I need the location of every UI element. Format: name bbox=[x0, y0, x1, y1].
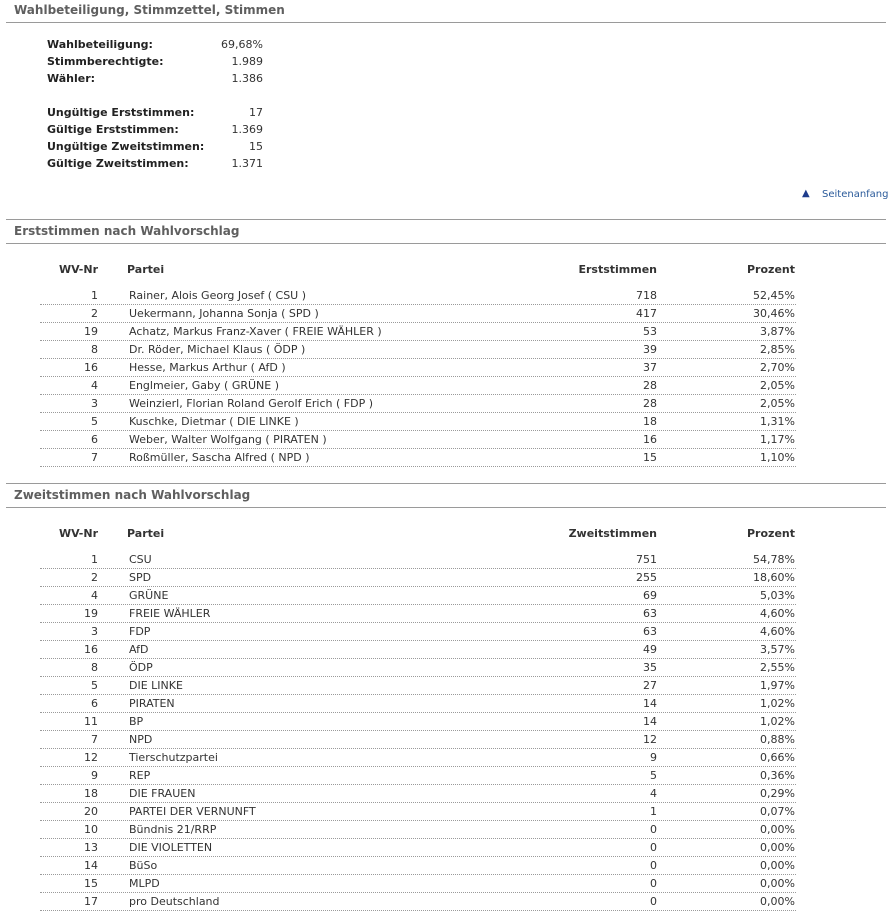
percent-cell: 0,36% bbox=[760, 769, 795, 782]
table-row bbox=[40, 749, 796, 767]
party-cell: BüSo bbox=[129, 859, 158, 872]
percent-cell: 0,00% bbox=[760, 877, 795, 890]
votes-cell: 53 bbox=[643, 325, 657, 338]
table-row bbox=[40, 395, 796, 413]
votes-cell: 28 bbox=[643, 397, 657, 410]
votes-cell: 18 bbox=[643, 415, 657, 428]
votes-cell: 417 bbox=[636, 307, 657, 320]
table-row bbox=[40, 641, 796, 659]
party-cell: CSU bbox=[129, 553, 152, 566]
votes-cell: 28 bbox=[643, 379, 657, 392]
percent-cell: 2,05% bbox=[760, 397, 795, 410]
percent-cell: 0,00% bbox=[760, 841, 795, 854]
wv-nr-cell: 16 bbox=[84, 361, 98, 374]
wv-nr-cell: 16 bbox=[84, 643, 98, 656]
column-header-party: Partei bbox=[127, 263, 165, 276]
summary-row bbox=[47, 106, 263, 123]
votes-cell: 1 bbox=[650, 805, 657, 818]
percent-cell: 52,45% bbox=[753, 289, 795, 302]
party-cell: Rainer, Alois Georg Josef ( CSU ) bbox=[129, 289, 307, 302]
wv-nr-cell: 6 bbox=[91, 433, 98, 446]
column-header-votes: Zweitstimmen bbox=[568, 527, 657, 540]
summary-label: Gültige Erststimmen: bbox=[47, 123, 179, 136]
wv-nr-cell: 14 bbox=[84, 859, 98, 872]
wv-nr-cell: 2 bbox=[91, 307, 98, 320]
wv-nr-cell: 20 bbox=[84, 805, 98, 818]
erst-table-header bbox=[40, 263, 796, 279]
votes-cell: 0 bbox=[650, 823, 657, 836]
summary-row bbox=[47, 38, 263, 55]
table-row bbox=[40, 341, 796, 359]
summary-section-header bbox=[6, 0, 886, 23]
percent-cell: 1,10% bbox=[760, 451, 795, 464]
votes-cell: 751 bbox=[636, 553, 657, 566]
table-row bbox=[40, 893, 796, 911]
zweit-section-header bbox=[6, 485, 886, 508]
column-header-percent: Prozent bbox=[747, 263, 795, 276]
party-cell: Uekermann, Johanna Sonja ( SPD ) bbox=[129, 307, 319, 320]
percent-cell: 1,02% bbox=[760, 697, 795, 710]
wv-nr-cell: 17 bbox=[84, 895, 98, 908]
table-row bbox=[40, 551, 796, 569]
erst-title: Erststimmen nach Wahlvorschlag bbox=[14, 224, 240, 238]
votes-cell: 27 bbox=[643, 679, 657, 692]
summary-label: Gültige Zweitstimmen: bbox=[47, 157, 189, 170]
column-header-party: Partei bbox=[127, 527, 165, 540]
wv-nr-cell: 10 bbox=[84, 823, 98, 836]
wv-nr-cell: 8 bbox=[91, 343, 98, 356]
wv-nr-cell: 5 bbox=[91, 415, 98, 428]
party-cell: Weinzierl, Florian Roland Gerolf Erich ( FDP ) bbox=[129, 397, 374, 410]
column-header-percent: Prozent bbox=[747, 527, 795, 540]
table-row bbox=[40, 695, 796, 713]
column-header-nr: WV-Nr bbox=[58, 527, 98, 540]
wv-nr-cell: 4 bbox=[91, 379, 98, 392]
column-header-votes: Erststimmen bbox=[578, 263, 657, 276]
percent-cell: 0,88% bbox=[760, 733, 795, 746]
party-cell: FREIE WÄHLER bbox=[129, 607, 211, 620]
party-cell: DIE FRAUEN bbox=[129, 787, 196, 800]
party-cell: REP bbox=[129, 769, 151, 782]
wv-nr-cell: 3 bbox=[91, 397, 98, 410]
votes-cell: 39 bbox=[643, 343, 657, 356]
table-row bbox=[40, 449, 796, 467]
table-row bbox=[40, 413, 796, 431]
percent-cell: 54,78% bbox=[753, 553, 795, 566]
votes-cell: 0 bbox=[650, 877, 657, 890]
party-cell: Roßmüller, Sascha Alfred ( NPD ) bbox=[129, 451, 310, 464]
party-cell: PIRATEN bbox=[129, 697, 175, 710]
summary-value: 1.371 bbox=[231, 157, 263, 170]
wv-nr-cell: 8 bbox=[91, 661, 98, 674]
party-cell: DIE LINKE bbox=[129, 679, 183, 692]
table-row bbox=[40, 767, 796, 785]
percent-cell: 4,60% bbox=[760, 607, 795, 620]
table-row bbox=[40, 287, 796, 305]
table-row bbox=[40, 587, 796, 605]
votes-cell: 16 bbox=[643, 433, 657, 446]
wv-nr-cell: 13 bbox=[84, 841, 98, 854]
party-cell: MLPD bbox=[129, 877, 160, 890]
table-row bbox=[40, 857, 796, 875]
party-cell: Hesse, Markus Arthur ( AfD ) bbox=[129, 361, 286, 374]
percent-cell: 1,31% bbox=[760, 415, 795, 428]
summary-label: Ungültige Zweitstimmen: bbox=[47, 140, 205, 153]
table-row bbox=[40, 785, 796, 803]
summary-row bbox=[47, 140, 263, 157]
wv-nr-cell: 19 bbox=[84, 325, 98, 338]
wv-nr-cell: 4 bbox=[91, 589, 98, 602]
summary-row bbox=[47, 55, 263, 72]
percent-cell: 3,87% bbox=[760, 325, 795, 338]
votes-cell: 0 bbox=[650, 895, 657, 908]
votes-cell: 0 bbox=[650, 859, 657, 872]
wv-nr-cell: 11 bbox=[84, 715, 98, 728]
party-cell: PARTEI DER VERNUNFT bbox=[129, 805, 256, 818]
summary-value: 1.369 bbox=[231, 123, 263, 136]
percent-cell: 1,02% bbox=[760, 715, 795, 728]
votes-cell: 37 bbox=[643, 361, 657, 374]
table-row bbox=[40, 359, 796, 377]
wv-nr-cell: 1 bbox=[91, 289, 98, 302]
percent-cell: 2,05% bbox=[760, 379, 795, 392]
votes-cell: 9 bbox=[650, 751, 657, 764]
summary-value: 69,68% bbox=[221, 38, 263, 51]
table-row bbox=[40, 803, 796, 821]
summary-label: Stimmberechtigte: bbox=[47, 55, 164, 68]
wv-nr-cell: 15 bbox=[84, 877, 98, 890]
wv-nr-cell: 5 bbox=[91, 679, 98, 692]
table-row bbox=[40, 305, 796, 323]
votes-cell: 718 bbox=[636, 289, 657, 302]
percent-cell: 0,00% bbox=[760, 895, 795, 908]
percent-cell: 4,60% bbox=[760, 625, 795, 638]
party-cell: pro Deutschland bbox=[129, 895, 220, 908]
votes-cell: 15 bbox=[643, 451, 657, 464]
section-divider bbox=[6, 483, 886, 484]
summary-value: 1.386 bbox=[231, 72, 263, 85]
wv-nr-cell: 1 bbox=[91, 553, 98, 566]
wv-nr-cell: 12 bbox=[84, 751, 98, 764]
erst-section-header bbox=[6, 221, 886, 244]
party-cell: Weber, Walter Wolfgang ( PIRATEN ) bbox=[129, 433, 327, 446]
wv-nr-cell: 6 bbox=[91, 697, 98, 710]
percent-cell: 0,29% bbox=[760, 787, 795, 800]
percent-cell: 0,66% bbox=[760, 751, 795, 764]
party-cell: DIE VIOLETTEN bbox=[129, 841, 213, 854]
table-row bbox=[40, 875, 796, 893]
wv-nr-cell: 18 bbox=[84, 787, 98, 800]
zweit-table-header bbox=[40, 527, 796, 543]
party-cell: GRÜNE bbox=[129, 589, 169, 602]
wv-nr-cell: 2 bbox=[91, 571, 98, 584]
table-row bbox=[40, 377, 796, 395]
votes-cell: 69 bbox=[643, 589, 657, 602]
table-row bbox=[40, 677, 796, 695]
table-row bbox=[40, 605, 796, 623]
column-header-nr: WV-Nr bbox=[58, 263, 98, 276]
votes-cell: 14 bbox=[643, 715, 657, 728]
party-cell: Dr. Röder, Michael Klaus ( ÖDP ) bbox=[129, 343, 306, 356]
summary-row bbox=[47, 123, 263, 140]
percent-cell: 2,85% bbox=[760, 343, 795, 356]
percent-cell: 18,60% bbox=[753, 571, 795, 584]
section-divider bbox=[6, 219, 886, 220]
table-row bbox=[40, 569, 796, 587]
votes-cell: 63 bbox=[643, 607, 657, 620]
votes-cell: 49 bbox=[643, 643, 657, 656]
party-cell: Tierschutzpartei bbox=[129, 751, 218, 764]
table-row bbox=[40, 713, 796, 731]
wv-nr-cell: 3 bbox=[91, 625, 98, 638]
summary-value: 15 bbox=[249, 140, 263, 153]
percent-cell: 2,70% bbox=[760, 361, 795, 374]
party-cell: FDP bbox=[129, 625, 151, 638]
table-row bbox=[40, 323, 796, 341]
summary-label: Wahlbeteiligung: bbox=[47, 38, 153, 51]
party-cell: BP bbox=[129, 715, 144, 728]
table-row bbox=[40, 731, 796, 749]
party-cell: Kuschke, Dietmar ( DIE LINKE ) bbox=[129, 415, 299, 428]
summary-row bbox=[47, 72, 263, 89]
percent-cell: 0,00% bbox=[760, 859, 795, 872]
party-cell: Englmeier, Gaby ( GRÜNE ) bbox=[129, 379, 280, 392]
party-cell: SPD bbox=[129, 571, 152, 584]
percent-cell: 0,00% bbox=[760, 823, 795, 836]
party-cell: AfD bbox=[129, 643, 149, 656]
summary-value: 1.989 bbox=[231, 55, 263, 68]
wv-nr-cell: 9 bbox=[91, 769, 98, 782]
wv-nr-cell: 7 bbox=[91, 451, 98, 464]
table-row bbox=[40, 839, 796, 857]
party-cell: Achatz, Markus Franz-Xaver ( FREIE WÄHLER ) bbox=[129, 325, 382, 338]
percent-cell: 2,55% bbox=[760, 661, 795, 674]
party-cell: Bündnis 21/RRP bbox=[129, 823, 217, 836]
percent-cell: 5,03% bbox=[760, 589, 795, 602]
table-row bbox=[40, 659, 796, 677]
back-to-top-label: Seitenanfang bbox=[822, 189, 889, 200]
votes-cell: 14 bbox=[643, 697, 657, 710]
votes-cell: 5 bbox=[650, 769, 657, 782]
summary-row bbox=[47, 157, 263, 174]
table-row bbox=[40, 623, 796, 641]
votes-cell: 63 bbox=[643, 625, 657, 638]
percent-cell: 1,97% bbox=[760, 679, 795, 692]
wv-nr-cell: 19 bbox=[84, 607, 98, 620]
votes-cell: 4 bbox=[650, 787, 657, 800]
arrow-up-icon: ▲ bbox=[802, 188, 810, 199]
percent-cell: 0,07% bbox=[760, 805, 795, 818]
votes-cell: 12 bbox=[643, 733, 657, 746]
summary-title: Wahlbeteiligung, Stimmzettel, Stimmen bbox=[14, 3, 285, 17]
votes-cell: 255 bbox=[636, 571, 657, 584]
percent-cell: 1,17% bbox=[760, 433, 795, 446]
percent-cell: 3,57% bbox=[760, 643, 795, 656]
votes-cell: 0 bbox=[650, 841, 657, 854]
zweit-title: Zweitstimmen nach Wahlvorschlag bbox=[14, 488, 251, 502]
summary-value: 17 bbox=[249, 106, 263, 119]
table-row bbox=[40, 431, 796, 449]
wv-nr-cell: 7 bbox=[91, 733, 98, 746]
percent-cell: 30,46% bbox=[753, 307, 795, 320]
summary-label: Ungültige Erststimmen: bbox=[47, 106, 195, 119]
party-cell: ÖDP bbox=[129, 661, 153, 674]
summary-label: Wähler: bbox=[47, 72, 96, 85]
votes-cell: 35 bbox=[643, 661, 657, 674]
table-row bbox=[40, 821, 796, 839]
party-cell: NPD bbox=[129, 733, 153, 746]
